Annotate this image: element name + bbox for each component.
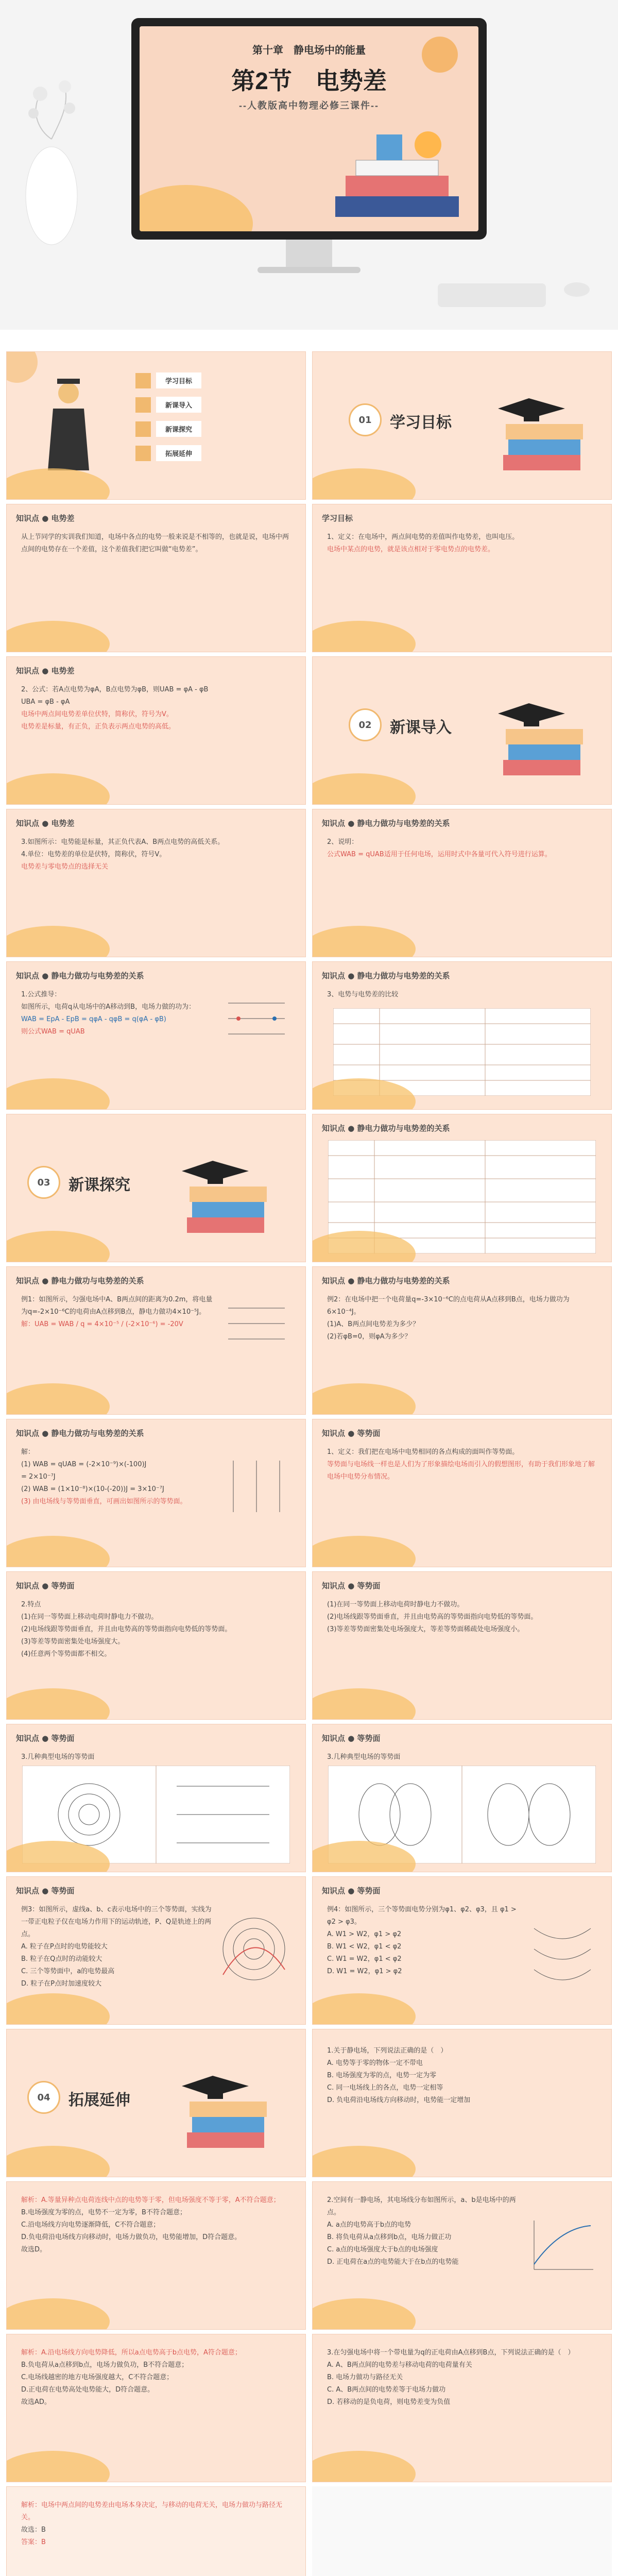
- books-illustration: [498, 378, 591, 481]
- slide-k5: [312, 809, 612, 957]
- vase-decoration: [21, 77, 82, 247]
- slide-body: 例2：在电场中把一个电荷量q=-3×10⁻⁶C的点电荷从A点移到B点，电场力做功为6×10⁻⁴J。 (1)A、B两点间电势差为多少？ (2)若φB=0，则φA为多少？: [327, 1296, 570, 1341]
- monitor-screen: [140, 26, 478, 231]
- toc-square-icon: [135, 421, 151, 437]
- toc-label: 学习目标: [156, 372, 201, 388]
- knowledge-point-label: 知识点 ● 等势面: [322, 1581, 381, 1590]
- slide-body: 1.公式推导： 如图所示，电荷q从电场中的A移动到B，电场力做的功为： WAB = EpA - EpB = qφA - qφB = q(φA - φB) 则公式WAB = qUAB: [21, 991, 196, 1036]
- hero-illustration: [325, 124, 469, 227]
- knowledge-point-label: 知识点 ● 电势差: [16, 514, 75, 523]
- slide-k15: [6, 1876, 306, 2025]
- section-number: 01: [349, 403, 382, 436]
- knowledge-point-label: 学习目标: [322, 514, 353, 523]
- knowledge-point-label: 知识点 ● 静电力做功与电势差的关系: [322, 819, 450, 828]
- slide-body: 1.关于静电场，下列说法正确的是（ ） A. 电势等于零的物体一定不带电 B. 电场强度为零的点，电势一定为零 C. 同一电场线上的各点，电势一定相等 D. 负电荷沿电场线方向移动时，电势能一定增加: [327, 2047, 471, 2104]
- slide-k6: [312, 961, 612, 1110]
- monitor-base: [258, 267, 360, 273]
- slide-goal: [312, 504, 612, 652]
- section-title: 拓展延伸: [68, 2091, 130, 2109]
- field-diagram: [223, 993, 290, 1049]
- section-number: 04: [27, 2081, 60, 2114]
- knowledge-point-label: 知识点 ● 等势面: [322, 1886, 381, 1895]
- toc-item[interactable]: [135, 421, 201, 437]
- knowledge-point-label: 知识点 ● 静电力做功与电势差的关系: [16, 1429, 144, 1438]
- slide-k14: [312, 1724, 612, 1872]
- slide-a2: [6, 2334, 306, 2482]
- toc-item[interactable]: [135, 372, 201, 388]
- mouse: [564, 282, 590, 297]
- slide-k2: [6, 656, 306, 805]
- slide-body: 3、电势与电势差的比较: [327, 991, 399, 998]
- slide-body: 2.空间有一静电场，其电场线分布如图所示，a、b是电场中的两点。 A. a点的电势高于b点的电势 B. 将负电荷从a点移到b点，电场力做正功 C. a点的电场强度大于b点的电场强度 D. 正电荷在a点的电势能大于在b点的电势能: [327, 2196, 516, 2266]
- slide-k4: [6, 961, 306, 1110]
- toc-item[interactable]: [135, 445, 201, 461]
- blank-panel: [312, 2486, 612, 2576]
- field-diagram: [223, 1298, 290, 1354]
- knowledge-point-label: 知识点 ● 静电力做功与电势差的关系: [322, 1276, 450, 1285]
- books-illustration: [498, 683, 591, 786]
- slide-body: 解析：A.等量异种点电荷连线中点的电势等于零，但电场强度不等于零，A不符合题意； B.电场强度为零的点，电势不一定为零，B不符合题意； C.沿电场线方向电势逐渐降低，C不符合题意； D.负电荷沿电场线方向移动时，电场力做负功，电势能增加，D符合题意。 故选D。: [21, 2196, 280, 2253]
- slide-body: 3.如图所示：电势能是标量，其正负代表A、B两点电势的高低关系。 4.单位：电势差的单位是伏特，简称伏，符号V。 电势差与零电势点的选择无关: [21, 838, 225, 871]
- slide-k7: [6, 1266, 306, 1415]
- slide-body: 例1：如图所示，匀强电场中A、B两点间的距离为0.2m，将电量为q=-2×10⁻⁶C的电荷由A点移到B点，静电力做功4×10⁻⁵J。 解：UAB = WAB / q = 4×10⁻⁵ / (-2×10⁻⁶) = -20V: [21, 1296, 213, 1328]
- slide-section-03: [6, 1114, 306, 1262]
- toc-label: 拓展延伸: [156, 445, 201, 461]
- slide-body: 2、公式：若A点电势为φA，B点电势为φB，则UAB = φA - φB UBA = φB - φA 电场中两点间电势差单位伏特，简称伏，符号为V。 电势差是标量，有正负，正负表示两点电势的高低。: [21, 686, 209, 731]
- slide-q2: [312, 2181, 612, 2330]
- toc-square-icon: [135, 373, 151, 388]
- hero-chapter: 第十章 静电场中的能量: [252, 45, 366, 56]
- knowledge-point-label: 知识点 ● 等势面: [16, 1581, 75, 1590]
- slide-body: 2.特点 (1)在同一等势面上移动电荷时静电力不做功。 (2)电场线跟等势面垂直，并且由电势高的等势面指向电势低的等势面。 (3)等差等势面密集处电场强度大。 (4)任意两个等势面都不相交。: [21, 1601, 232, 1658]
- section-number: 03: [27, 1166, 60, 1199]
- slide-k3: [6, 809, 306, 957]
- slide-body: 1、定义：我们把在电场中电势相同的各点构成的面叫作等势面。 等势面与电场线一样也是人们为了形象描绘电场而引入的假想图形，有助于我们形象地了解电场中电势分布情况。: [327, 1448, 595, 1481]
- hero-section-title: 第2节 电势差: [231, 67, 387, 94]
- slide-section-04: [6, 2029, 306, 2177]
- knowledge-point-label: 知识点 ● 等势面: [322, 1429, 381, 1438]
- slide-body: 从上节同学的实训我们知道，电场中各点的电势一般来说是不相等的，也就是说，电场中两点间的电势存在一个差值，这个差值我们把它叫做“电势差”。: [21, 533, 289, 553]
- knowledge-point-label: 知识点 ● 电势差: [16, 819, 75, 828]
- slide-body: 2、说明： 公式WAB = qUAB适用于任何电场，运用时式中各量可代入符号进行运算。: [327, 838, 552, 858]
- slide-body: 3.在匀强电场中将一个带电量为q的正电荷由A点移到B点，下列说法正确的是（ ） A. A、B两点间的电势差与移动电荷的电荷量有关 B. 电场力做功与路径无关 C. A、B两点间的电势差等于电场力做功 D. 若移动的是负电荷，则电势差变为负值: [327, 2349, 575, 2406]
- monitor-frame: [131, 18, 487, 240]
- slide-body: 1、定义：在电场中，两点间电势的差值叫作电势差，也叫电压。 电场中某点的电势，就是该点相对于零电势点的电势差。: [327, 533, 519, 553]
- toc-label: 新课导入: [156, 397, 201, 413]
- equipotential-diagram: [529, 1918, 596, 1985]
- slide-body: 例4：如图所示，三个等势面电势分别为φ1、φ2、φ3，且 φ1 > φ2 > φ3。 A. W1 > W2，φ1 > φ2 B. W1 < W2，φ1 < φ2 C. W1 = W2，φ1 < φ2 D. W1 = W2，φ1 > φ2: [327, 1906, 517, 1975]
- knowledge-point-label: 知识点 ● 等势面: [322, 1734, 381, 1743]
- section-title: 学习目标: [390, 414, 452, 432]
- slide-k6b: [312, 1114, 612, 1262]
- slide-k12: [312, 1571, 612, 1720]
- knowledge-point-label: 知识点 ● 等势面: [16, 1886, 75, 1895]
- slide-k11: [6, 1571, 306, 1720]
- section-number: 02: [349, 708, 382, 741]
- knowledge-point-label: 知识点 ● 静电力做功与电势差的关系: [16, 971, 144, 980]
- toc-square-icon: [135, 446, 151, 461]
- slide-toc: [6, 351, 306, 500]
- keyboard: [438, 283, 546, 307]
- toc-item[interactable]: [135, 397, 201, 413]
- field-diagram: [223, 1455, 290, 1517]
- knowledge-point-label: 知识点 ● 静电力做功与电势差的关系: [322, 1124, 450, 1133]
- slide-body: 解： (1) WAB = qUAB = (-2×10⁻⁹)×(-100)J = 2×10⁻⁷J (2) WAB = (1×10⁻⁸)×(10-(-20))J = 3×10⁻⁷J (3) 由电场线与等势面垂直，可画出如图所示的等势面。: [21, 1448, 187, 1505]
- slide-k13: [6, 1724, 306, 1872]
- knowledge-point-label: 知识点 ● 等势面: [16, 1734, 75, 1743]
- books-illustration: [182, 2055, 274, 2158]
- section-title: 新课导入: [390, 719, 452, 737]
- slide-k8: [312, 1266, 612, 1415]
- slide-k1: [6, 504, 306, 652]
- slide-body: (1)在同一等势面上移动电荷时静电力不做功。 (2)电场线跟等势面垂直，并且由电势高的等势面指向电势低的等势面。 (3)等差等势面密集处电场强度大，等差等势面稀疏处电场强度小。: [327, 1601, 538, 1633]
- toc-label: 新课探究: [156, 421, 201, 437]
- monitor-stand: [286, 240, 332, 268]
- trajectory-diagram: [218, 1913, 290, 1985]
- slide-k16: [312, 1876, 612, 2025]
- slide-body: 3.几种典型电场的等势面: [21, 1753, 95, 1761]
- slide-section-02: [312, 656, 612, 805]
- slide-a3: [6, 2486, 306, 2576]
- books-illustration: [182, 1140, 274, 1243]
- knowledge-point-label: 知识点 ● 电势差: [16, 666, 75, 675]
- knowledge-point-label: 知识点 ● 静电力做功与电势差的关系: [16, 1276, 144, 1285]
- slide-a1: [6, 2181, 306, 2330]
- slide-q3: [312, 2334, 612, 2482]
- toc-square-icon: [135, 397, 151, 413]
- slide-section-01: [312, 351, 612, 500]
- graduate-icon: [38, 372, 99, 476]
- knowledge-point-label: 知识点 ● 静电力做功与电势差的关系: [322, 971, 450, 980]
- slide-q1: [312, 2029, 612, 2177]
- slide-k10: [312, 1419, 612, 1567]
- slide-body: 解析：电场中两点间的电势差由电场本身决定，与移动的电荷无关，电场力做功与路径无关。 故选：B 答案：B: [21, 2501, 283, 2546]
- section-title: 新课探究: [68, 1176, 130, 1194]
- slide-body: 例3：如图所示，虚线a、b、c表示电场中的三个等势面，实线为一带正电粒子仅在电场力作用下的运动轨迹，P、Q是轨迹上的两点。 A. 粒子在P点时的电势能较大 B. 粒子在Q点时的动能较大 C. 三个等势面中，a的电势最高 D. 粒子在P点时加速度较大: [21, 1906, 212, 1988]
- slide-body: 解析：A.沿电场线方向电势降低，所以a点电势高于b点电势，A符合题意； B.负电荷从a点移到b点，电场力做负功，B不符合题意； C.电场线越密的地方电场强度越大，C不符合题意； D.正电荷在电势高处电势能大，D符合题意。 故选AD。: [21, 2349, 242, 2406]
- hero-section: [0, 0, 618, 330]
- hero-subtitle: --人教版高中物理必修三课件--: [239, 100, 379, 111]
- slide-body: 3.几种典型电场的等势面: [327, 1753, 401, 1761]
- graph-diagram: [529, 2218, 596, 2275]
- slide-k9: [6, 1419, 306, 1567]
